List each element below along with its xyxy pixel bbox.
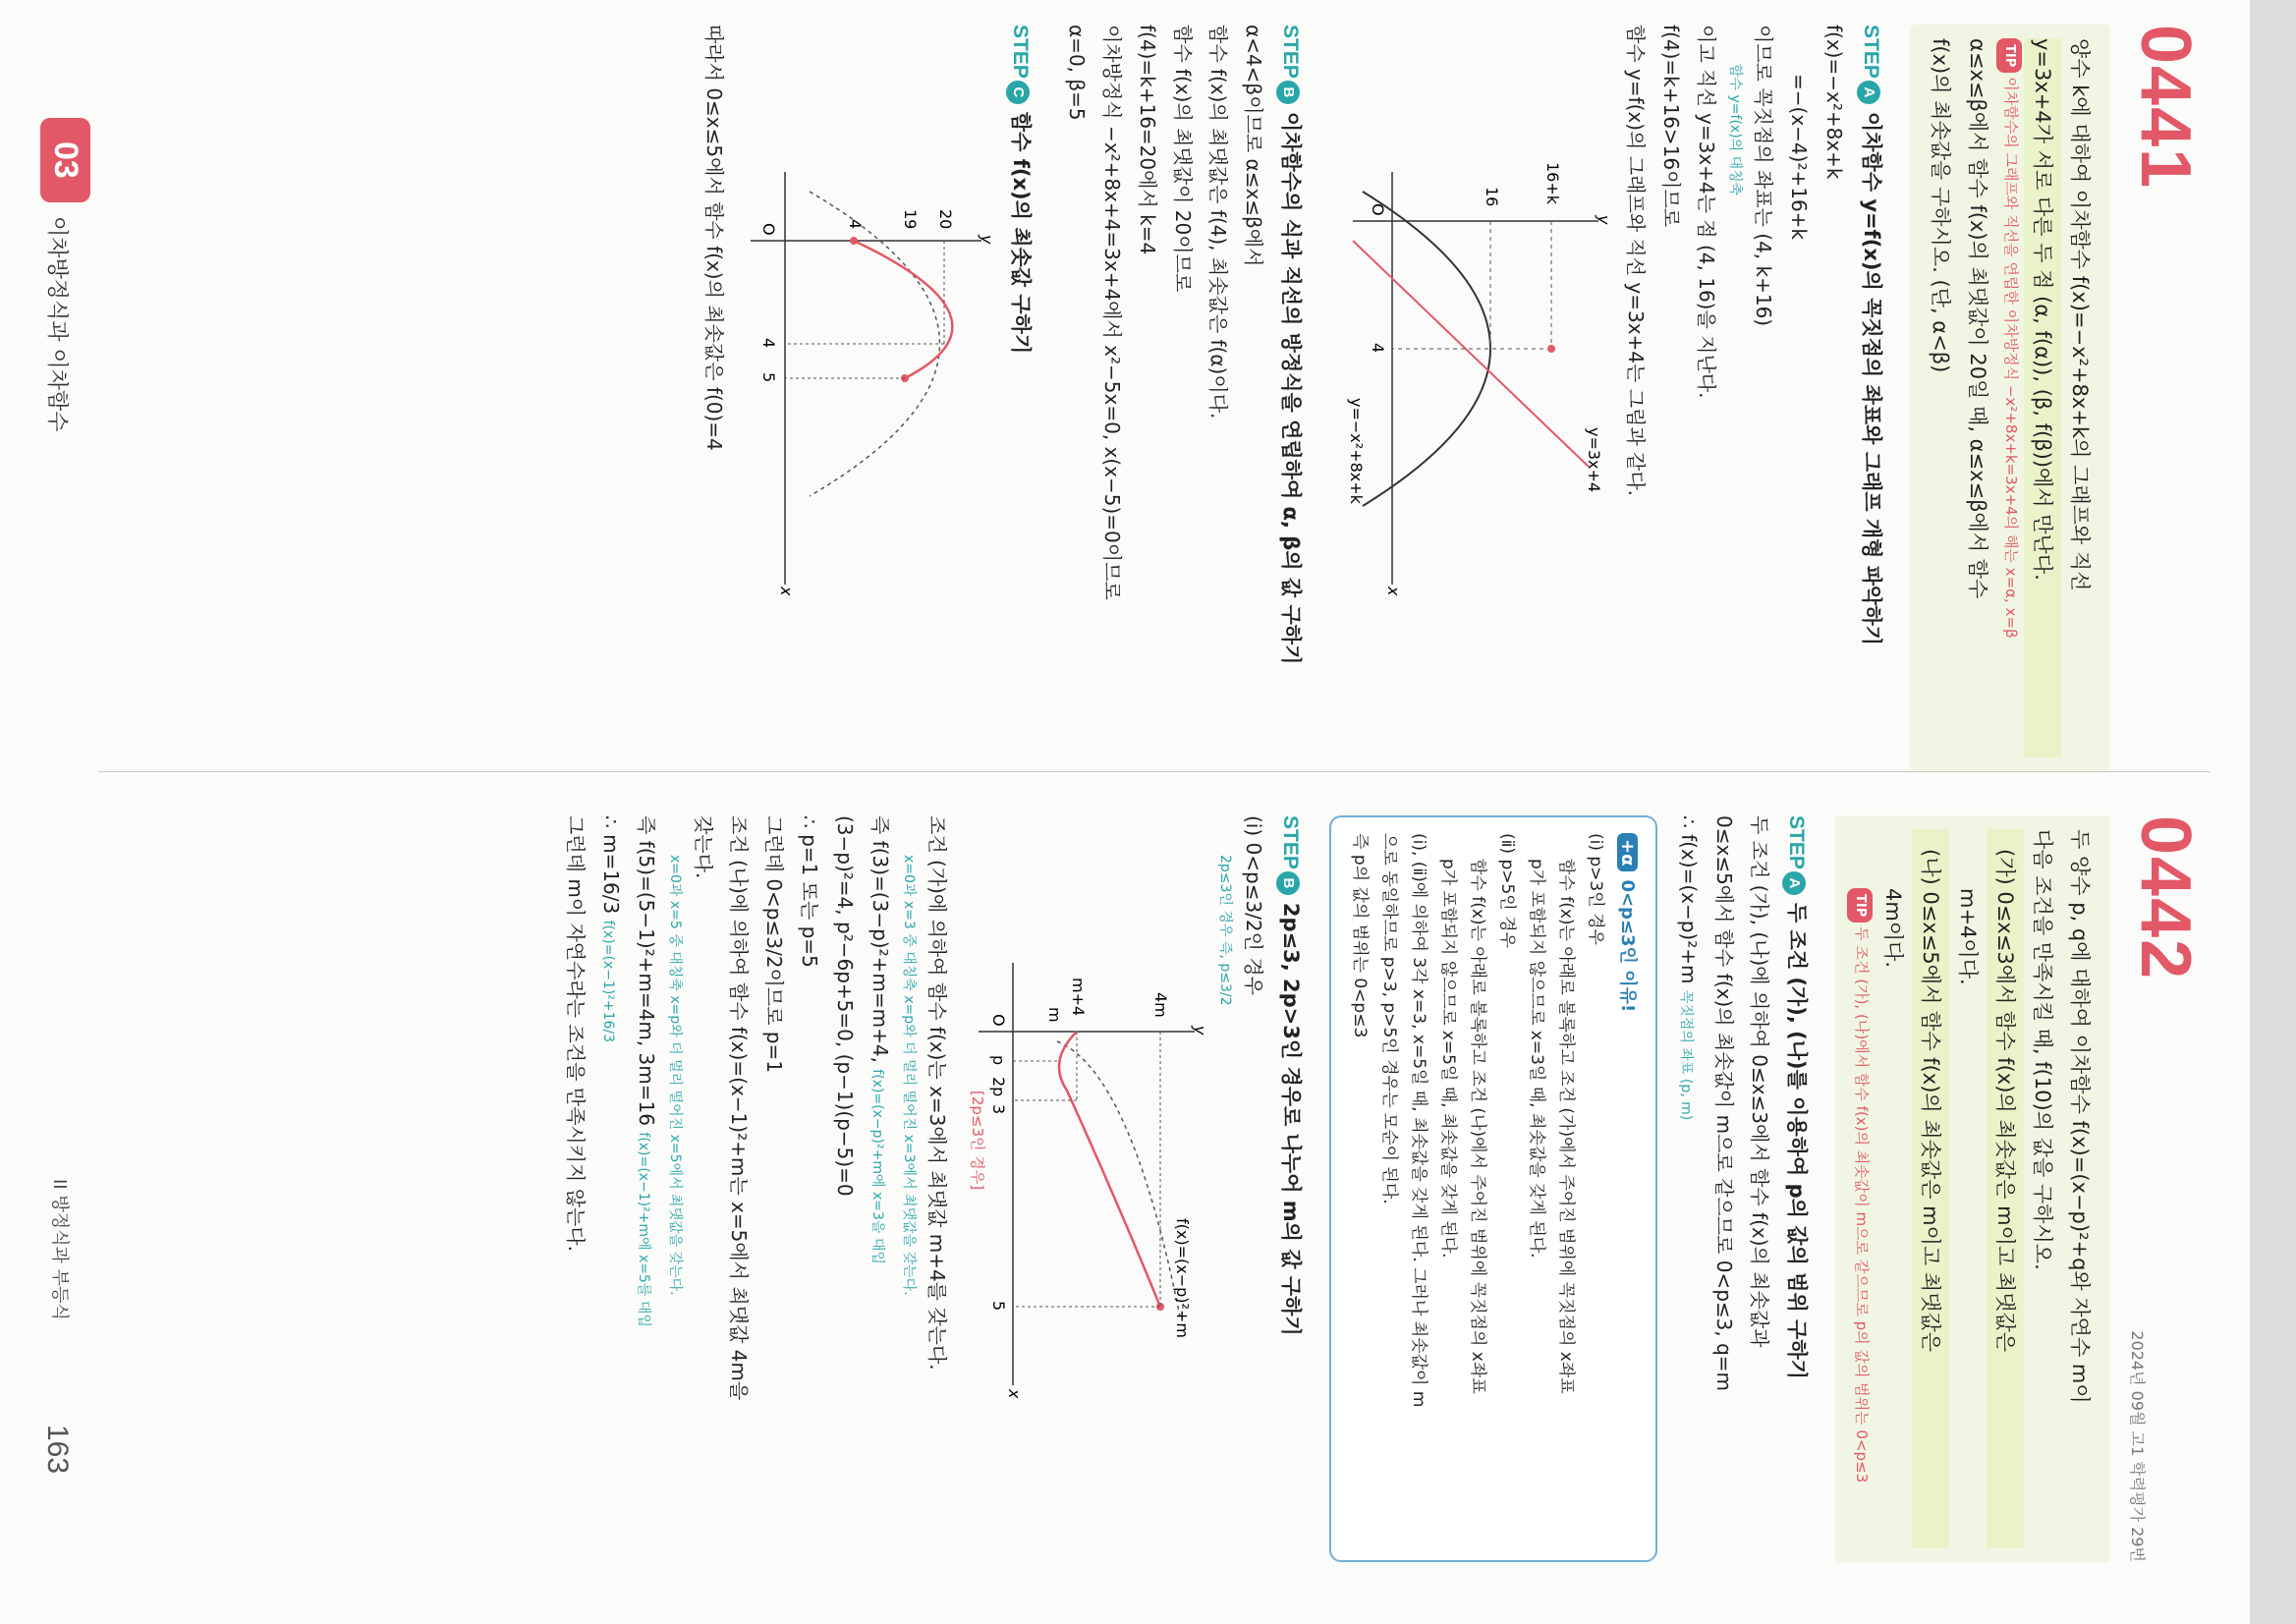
condition-line: m+4이다.: [1956, 888, 1980, 985]
tip-text: 이차함수의 그래프와 직선을 연립한 이차방정식 −x²+8x+k=3x+4의 해는 x=α, x=β: [2002, 77, 2020, 639]
side-note: x=0과 x=3 중 대칭축 x=p와 더 멀리 떨어진 x=3에서 최댓값을 갖는다.: [901, 855, 917, 1296]
graph-parabola-line: [1343, 133, 1613, 604]
solution-line: 함수 y=f(x)의 그래프와 직선 y=3x+4는 그림과 같다.: [1624, 25, 1648, 497]
page-number: 163: [41, 1425, 74, 1475]
column-divider: [98, 771, 2211, 772]
solution-line: 그런데 0<p≤3/2이므로 p=1: [762, 815, 786, 1073]
question-line: 양수 k에 대하여 이차함수 f(x)=−x²+8x+k의 그래프와 직선: [2068, 38, 2092, 591]
label-4: 4: [846, 219, 865, 230]
step-a-heading: STEPA두 조건 (가), (나)를 이용하여 p의 값의 범위 구하기: [1777, 815, 1816, 1562]
plus-line: (ⅱ) p>5인 경우: [1497, 833, 1517, 948]
plus-line: (ⅰ), (ⅱ)에 의하여 3각 x=3, x=5일 때, 최솟값을 갖게 된다. 그러나 최솟값이 m: [1409, 833, 1428, 1408]
label-m: m: [1045, 1007, 1064, 1023]
step-b-heading: STEPB이차함수의 식과 직선의 방정식을 연립하여 α, β의 값 구하기: [1271, 25, 1310, 771]
plus-alpha-title: 0<p≤3인 이유!: [1617, 879, 1638, 1013]
chapter-title: 이차방정식과 이차함수: [44, 216, 69, 432]
label-16: 16: [1483, 187, 1501, 207]
label-x4: 4: [759, 338, 778, 349]
tip-badge: TIP: [1847, 888, 1873, 923]
question-line: α≤x≤β에서 함수 f(x)의 최댓값이 20일 때, α≤x≤β에서 함수: [1966, 38, 1989, 599]
solution-line: ∴ p=1 또는 p=5: [798, 815, 821, 968]
solution-line: 두 조건 (가), (나)에 의하여 0≤x≤3에서 함수 f(x)의 최솟값과: [1748, 815, 1771, 1348]
question-line: 두 양수 p, q에 대하여 이차함수 f(x)=(x−p)²+q와 자연수 m이: [2068, 829, 2092, 1404]
question-line: y=3x+4가 서로 다른 두 점 (α, f(α)), (β, f(β))에서 만난다.: [2024, 38, 2061, 757]
solution-line: [863, 815, 898, 1562]
parabola-highlight: [854, 241, 952, 378]
plus-alpha-tag: +α: [1617, 833, 1638, 871]
label-origin: O: [759, 223, 778, 236]
label-x: x: [1384, 587, 1403, 596]
tip-badge: TIP: [1996, 38, 2022, 73]
problem-source: 2024년 09월 고1 학력평가 29번: [2128, 1330, 2147, 1562]
label-y: y: [1191, 1026, 1209, 1036]
label-line: y=3x+4: [1585, 427, 1603, 493]
step-c-heading: STEPC함수 f(x)의 최솟값 구하기: [1001, 25, 1039, 771]
solution-line: 함수 f(x)의 최댓값이 20이므로: [1171, 25, 1195, 293]
label-x: x: [1005, 1389, 1024, 1399]
step-title: 이차함수 y=f(x)의 꼭짓점의 좌표와 그래프 개형 파악하기: [1860, 111, 1883, 645]
label-x: x: [777, 587, 796, 596]
problem-0442: [558, 815, 2205, 1562]
problem-number: 0441: [2126, 25, 2205, 191]
step-title: 이차함수의 식과 직선의 방정식을 연립하여 α, β의 값 구하기: [1279, 111, 1303, 665]
page-edge: [2250, 0, 2296, 1624]
plus-line: (ⅰ) p>3인 경우: [1586, 833, 1605, 945]
plus-line: 함수 f(x)는 아래로 볼록하고 조건 (가)에서 주어진 범위에 꼭짓점의 x좌표: [1556, 859, 1576, 1394]
plus-alpha-heading: [1616, 833, 1642, 1544]
condition-line: 4m이다.: [1881, 888, 1905, 969]
problem-number: 0442: [2126, 815, 2205, 981]
point: [850, 237, 858, 245]
label-origin: O: [989, 1014, 1008, 1027]
condition-line: (가) 0≤x≤3에서 함수 f(x)의 최솟값은 m이고 최댓값은: [1987, 829, 2024, 1548]
plus-line: p가 포함되지 않으므로 x=5일 때, 최솟값을 갖게 된다.: [1438, 859, 1458, 1259]
graph-caption: [2p≤3인 경우]: [969, 1091, 986, 1191]
parabola-dashed: [1057, 1041, 1180, 1316]
side-note: f(x)=(x−p)²+m에 x=3을 대입: [869, 1069, 885, 1264]
section-title: II 방정식과 부등식: [49, 1179, 70, 1320]
graph-parabola-interval: [746, 133, 996, 604]
label-curve: y=−x²+8x+k: [1347, 398, 1366, 504]
side-note: f(x)=(x−1)²+m에 x=5를 대입: [636, 1132, 651, 1327]
solution-line: 함수 f(x)의 최댓값은 f(4), 최솟값은 f(α)이다.: [1206, 25, 1230, 420]
side-note: 꼭짓점의 좌표 (p, m): [1678, 989, 1694, 1121]
side-note: 함수 y=f(x)의 대칭축: [1727, 64, 1743, 196]
solution-line: 이고 직선 y=3x+4는 점 (4, 16)을 지난다.: [1695, 25, 1718, 399]
solution-line: f(4)=k+16>16이므로: [1659, 25, 1683, 228]
solution-line: f(x)=−x²+8x+k: [1822, 25, 1846, 180]
plus-line: p가 포함되지 않으므로 x=3일 때, 최솟값을 갖게 된다.: [1527, 859, 1546, 1259]
solution-line: 그런데 m이 자연수라는 조건을 만족시키지 않는다.: [564, 815, 588, 1253]
solution-line: α=0, β=5: [1065, 25, 1089, 121]
solution-line: (3−p)²=4, p²−6p+5=0, (p−1)(p−5)=0: [833, 815, 857, 1197]
side-note: f(x)=(x−1)²+16/3: [600, 920, 616, 1043]
solution-line: [629, 815, 664, 1562]
solution-line: 0≤x≤5에서 함수 f(x)의 최솟값이 m으로 같으므로 0<p≤3, q=m: [1712, 815, 1736, 1392]
plus-line: 즉 p의 값의 범위는 0<p≤3: [1350, 833, 1370, 1038]
chapter-number-badge: 03: [40, 118, 90, 202]
tip: [1996, 38, 2024, 757]
label-2p: 2p: [989, 1077, 1008, 1097]
plus-line: 함수 f(x)는 아래로 볼록하고 조건 (나)에서 주어진 범위에 꼭짓점의 x좌표: [1468, 859, 1487, 1394]
label-y: y: [1595, 215, 1613, 225]
condition-line: (나) 0≤x≤5에서 함수 f(x)의 최솟값은 m이고 최댓값은: [1912, 829, 1949, 1548]
final-answer-line: 따라서 0≤x≤5에서 함수 f(x)의 최솟값은 f(0)=4: [702, 25, 726, 451]
solution-line: 조건 (가)에 의하여 함수 f(x)는 x=3에서 최댓값 m+4를 갖는다.: [925, 815, 949, 1371]
solution-text: 즉 f(5)=(5−1)²+m=4m, 3m=16: [635, 815, 658, 1126]
problem-0441: [697, 25, 2205, 771]
solution-line: f(4)=k+16=20에서 k=4: [1136, 25, 1159, 255]
question-line: 다음 조건을 만족시킬 때, f(10)의 값을 구하시오.: [2031, 829, 2054, 1270]
step-title: 두 조건 (가), (나)를 이용하여 p의 값의 범위 구하기: [1785, 902, 1809, 1379]
label-5: 5: [989, 1301, 1008, 1312]
label-3: 3: [989, 1104, 1008, 1115]
label-function: f(x)=(x−p)²+m: [1173, 1218, 1192, 1338]
label-19: 19: [901, 209, 920, 230]
plus-alpha-box: [1329, 815, 1657, 1562]
solution-line: (ⅰ) 0<p≤3/2인 경우: [1242, 815, 1265, 995]
label-origin: O: [1369, 203, 1387, 216]
side-note: x=0과 x=5 중 대칭축 x=p와 더 멀리 떨어진 x=5에서 최댓값을 갖는다.: [667, 855, 683, 1296]
solution-text: 즉 f(3)=(3−p)²+m=m+4,: [868, 815, 892, 1063]
solution-line: 이차방정식 −x²+8x+4=3x+4에서 x²−5x=0, x(x−5)=0이므로: [1100, 25, 1124, 600]
solution-text: ∴ m=16/3: [599, 815, 623, 915]
label-x5: 5: [759, 372, 778, 383]
solution-line: =−(x−4)²+16+k: [1787, 74, 1811, 241]
label-20: 20: [936, 209, 955, 230]
label-y: y: [978, 235, 996, 245]
side-note: 2p≤3인 경우 즉, p≤3/2: [1217, 855, 1233, 1006]
graph-case-2p-le-3: [969, 924, 1209, 1415]
solution-text: ∴ f(x)=(x−p)²+m: [1677, 815, 1701, 984]
step-title: 함수 f(x)의 최솟값 구하기: [1009, 111, 1033, 355]
solution-line: 갖는다.: [692, 815, 715, 879]
line-y3x4: [1353, 241, 1589, 467]
parabola-highlight: [1059, 1032, 1160, 1307]
problem-statement: [1910, 25, 2110, 771]
step-b-heading: STEPB2p≤3, 2p>3인 경우로 나누어 m의 값 구하기: [1271, 815, 1310, 1562]
step-a-heading: STEPA이차함수 y=f(x)의 꼭짓점의 좌표와 그래프 개형 파악하기: [1852, 25, 1890, 771]
solution-line: 조건 (나)에 의하여 함수 f(x)=(x−1)²+m는 x=5에서 최댓값 4m을: [727, 815, 751, 1401]
step-title: 2p≤3, 2p>3인 경우로 나누어 m의 값 구하기: [1279, 902, 1303, 1336]
label-x4: 4: [1369, 343, 1387, 354]
tip-text: 두 조건 (가), (나)에서 함수 f(x)의 최솟값이 m으로 같으므로 p의 값의 범위는 0<p≤3: [1853, 926, 1871, 1484]
solution-line: 이므로 꼭짓점의 좌표는 (4, k+16): [1752, 25, 1775, 327]
solution-line: [593, 815, 629, 1562]
plus-line: 으로 동일하므로 p>3, p>5인 경우는 모순이 된다.: [1379, 833, 1399, 1204]
label-p: p: [989, 1055, 1008, 1066]
label-4m: 4m: [1151, 992, 1170, 1018]
vertex-point: [1547, 345, 1555, 353]
question-line: f(x)의 최솟값을 구하시오. (단, α<β): [1929, 38, 1952, 373]
label-16k: 16+k: [1543, 162, 1562, 205]
label-m4: m+4: [1069, 978, 1088, 1017]
tip: [1847, 829, 1875, 1548]
problem-statement: [1835, 815, 2110, 1562]
solution-line: α<4<β이므로 α≤x≤β에서: [1242, 25, 1265, 267]
solution-line: [1671, 815, 1707, 1562]
